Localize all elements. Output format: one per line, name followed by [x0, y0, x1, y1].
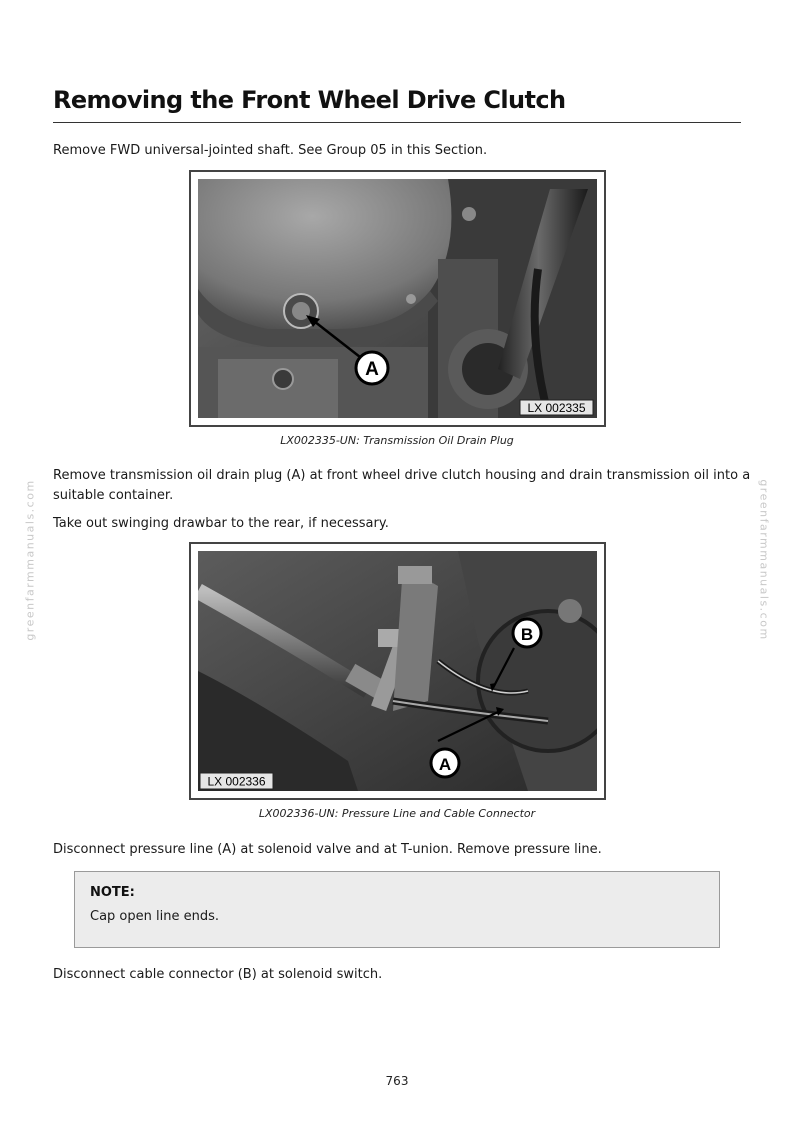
page-title: Removing the Front Wheel Drive Clutch [53, 86, 566, 114]
note-text: Cap open line ends. [90, 909, 219, 924]
watermark-left: greenfarmmanuals.com [23, 479, 37, 641]
step-text: Remove FWD universal-jointed shaft. See Group 05 in this Section. [53, 143, 488, 158]
callout-b [513, 619, 541, 647]
note-box [74, 871, 720, 948]
title-divider [53, 122, 741, 123]
step-text: Take out swinging drawbar to the rear, if necessary. [53, 516, 389, 531]
callout-a [431, 749, 459, 777]
figure-caption: LX002335-UN: Transmission Oil Drain Plug [280, 434, 514, 447]
figure-pressure-line [189, 542, 606, 800]
callout-b-label: B [520, 625, 534, 644]
pressure-line-photo [198, 551, 597, 791]
image-code: LX 002336 [207, 774, 266, 789]
note-label: NOTE: [90, 885, 135, 900]
watermark-right: greenfarmmanuals.com [757, 479, 771, 641]
figure-drain-plug [189, 170, 606, 427]
page-number: 763 [385, 1074, 409, 1088]
figure-caption: LX002336-UN: Pressure Line and Cable Connector [258, 807, 536, 820]
callout-a-label: A [365, 359, 379, 380]
callout-a [356, 352, 388, 384]
image-code: LX 002335 [527, 401, 586, 415]
step-text: Disconnect pressure line (A) at solenoid valve and at T-union. Remove pressure line. [53, 842, 602, 857]
step-text: Disconnect cable connector (B) at solenoid switch. [53, 967, 383, 982]
step-text: Remove transmission oil drain plug (A) at front wheel drive clutch housing and drain transmission oil into a suitable container. [53, 468, 751, 503]
drain-plug-photo [198, 179, 597, 418]
callout-a-label: A [438, 755, 452, 774]
